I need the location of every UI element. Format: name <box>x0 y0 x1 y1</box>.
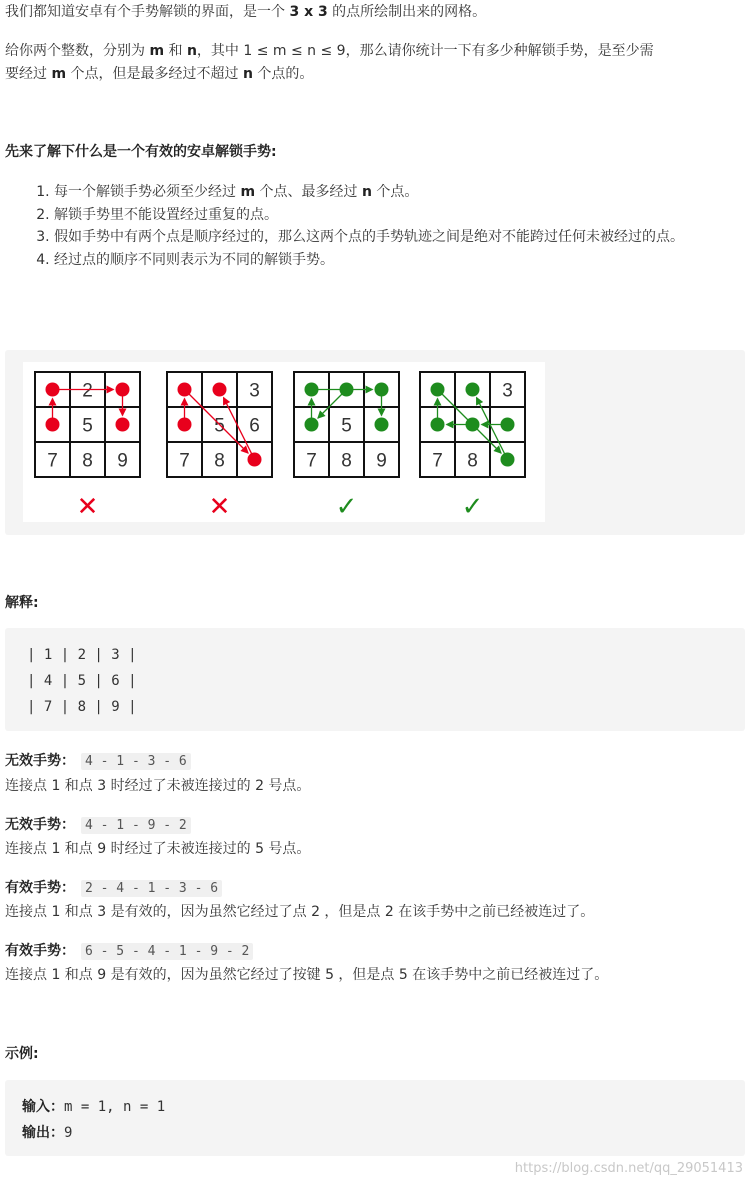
gesture-dot <box>305 383 319 397</box>
gesture-dot <box>501 453 515 467</box>
gesture-dot <box>375 383 389 397</box>
grid-number: 7 <box>306 450 317 472</box>
gesture-dot <box>431 418 445 432</box>
rule-text: 个点。 <box>371 184 419 200</box>
var-m: m <box>240 184 256 200</box>
case-label: 无效手势： <box>5 817 75 833</box>
case-code: 6 - 5 - 4 - 1 - 9 - 2 <box>81 943 253 960</box>
output-value: 9 <box>64 1125 73 1141</box>
rules-list <box>0 181 740 271</box>
grid-number: 2 <box>82 380 93 402</box>
gesture-figure <box>23 362 545 522</box>
gesture-dot <box>46 418 60 432</box>
gesture-dot <box>466 383 480 397</box>
intro-text: 给你两个整数，分别为 <box>5 43 150 59</box>
case-4-header <box>5 941 253 962</box>
gesture-dot <box>46 383 60 397</box>
example-input <box>22 1094 165 1120</box>
grid-number: 7 <box>47 450 58 472</box>
grid-number: 8 <box>467 450 478 472</box>
grid-number: 5 <box>341 415 352 437</box>
grid-number: 3 <box>249 380 260 402</box>
rule-item <box>54 181 740 204</box>
gesture-dot <box>178 418 192 432</box>
intro-text: 我们都知道安卓有个手势解锁的界面，是一个 <box>5 4 290 20</box>
case-3-desc: 连接点 1 和点 3 是有效的，因为虽然它经过了点 2 ，但是点 2 在该手势中之前已经被连过了。 <box>5 904 595 920</box>
intro-text: 个点，但是最多经过不超过 <box>66 66 243 82</box>
intro-text: 个点的。 <box>252 66 314 82</box>
explain-heading <box>5 593 39 613</box>
intro-text: 的点所绘制出来的网格。 <box>327 4 487 20</box>
gesture-diagrams-svg <box>23 362 545 522</box>
grid-row-1: | 1 | 2 | 3 | <box>27 647 137 663</box>
gesture-dot <box>178 383 192 397</box>
grid-size: 3 x 3 <box>289 4 328 20</box>
rule-item: 3. 假如手势中有两个点是顺序经过的，那么这两个点的手势轨迹之间是绝对不能跨过任何未被经过的点。 <box>54 226 740 249</box>
case-code: 4 - 1 - 3 - 6 <box>81 753 191 770</box>
invalid-mark-icon: ✕ <box>76 492 99 522</box>
grid-number: 9 <box>117 450 128 472</box>
var-n: n <box>186 43 197 59</box>
grid-number: 5 <box>82 415 93 437</box>
grid-number: 9 <box>376 450 387 472</box>
gesture-dot <box>431 383 445 397</box>
gesture-dot <box>116 418 130 432</box>
var-m: m <box>51 66 67 82</box>
grid-number: 7 <box>179 450 190 472</box>
case-1-header <box>5 751 191 772</box>
gesture-dot <box>466 418 480 432</box>
rule-text: 个点、最多经过 <box>255 184 362 200</box>
gesture-dot <box>116 383 130 397</box>
rule-item: 2. 解锁手势里不能设置经过重复的点。 <box>54 204 740 227</box>
var-n: n <box>361 184 372 200</box>
intro-line-3 <box>5 64 313 84</box>
grid-number: 7 <box>432 450 443 472</box>
explain-heading-text: 解释: <box>5 595 39 611</box>
case-code: 4 - 1 - 9 - 2 <box>81 817 191 834</box>
var-m: m <box>149 43 165 59</box>
case-2-header <box>5 815 191 836</box>
grid-number: 5 <box>214 415 225 437</box>
invalid-mark-icon: ✕ <box>208 492 231 522</box>
grid-number: 8 <box>341 450 352 472</box>
case-1-desc: 连接点 1 和点 3 时经过了未被连接过的 2 号点。 <box>5 778 311 794</box>
input-value: m = 1, n = 1 <box>64 1099 166 1115</box>
intro-line-1 <box>5 2 486 22</box>
input-label: 输入： <box>22 1099 64 1115</box>
gesture-dot <box>501 418 515 432</box>
gesture-dot <box>375 418 389 432</box>
watermark: https://blog.csdn.net/qq_29051413 <box>514 1161 743 1176</box>
gesture-dot <box>340 383 354 397</box>
example-heading <box>5 1044 39 1064</box>
example-output <box>22 1120 72 1146</box>
rules-heading-text: 先来了解下什么是一个有效的安卓解锁手势: <box>5 144 277 160</box>
rule-text: 每一个解锁手势必须至少经过 <box>54 184 241 200</box>
case-2-desc: 连接点 1 和点 9 时经过了未被连接过的 5 号点。 <box>5 841 311 857</box>
gesture-dot <box>305 418 319 432</box>
case-label: 无效手势： <box>5 753 75 769</box>
intro-text: ，其中 1 ≤ m ≤ n ≤ 9，那么请你统计一下有多少种解锁手势，是至少需 <box>196 43 654 59</box>
gesture-dot <box>213 383 227 397</box>
grid-row-2: | 4 | 5 | 6 | <box>27 673 137 689</box>
intro-text: 要经过 <box>5 66 52 82</box>
intro-text: 和 <box>164 43 187 59</box>
grid-number: 8 <box>82 450 93 472</box>
valid-mark-icon: ✓ <box>461 492 484 522</box>
case-3-header <box>5 878 222 899</box>
output-label: 输出： <box>22 1125 64 1141</box>
rules-heading <box>5 142 277 162</box>
valid-mark-icon: ✓ <box>335 492 358 522</box>
grid-number: 6 <box>249 415 260 437</box>
rule-item: 4. 经过点的顺序不同则表示为不同的解锁手势。 <box>54 249 740 272</box>
grid-number: 3 <box>502 380 513 402</box>
example-heading-text: 示例: <box>5 1046 39 1062</box>
case-code: 2 - 4 - 1 - 3 - 6 <box>81 880 222 897</box>
gesture-dot <box>248 453 262 467</box>
case-label: 有效手势： <box>5 943 75 959</box>
var-n: n <box>242 66 253 82</box>
grid-row-3: | 7 | 8 | 9 | <box>27 699 137 715</box>
grid-number: 8 <box>214 450 225 472</box>
case-label: 有效手势： <box>5 880 75 896</box>
intro-line-2 <box>5 41 654 61</box>
case-4-desc: 连接点 1 和点 9 是有效的，因为虽然它经过了按键 5 ，但是点 5 在该手势中之前已经被连过了。 <box>5 967 609 983</box>
